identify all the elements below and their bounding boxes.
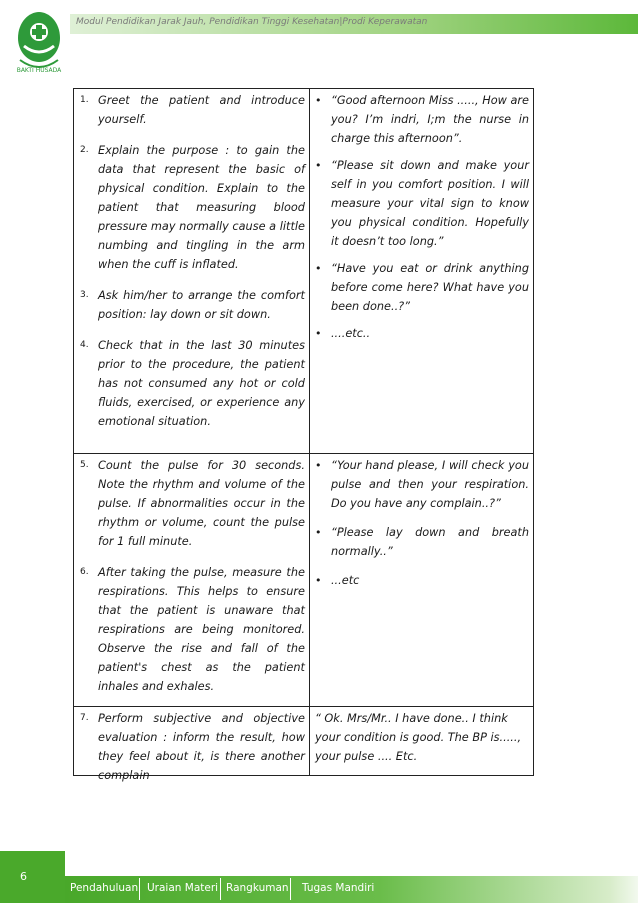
step-text: Greet the patient and introduce yourself.	[98, 94, 305, 126]
step-item	[80, 563, 305, 696]
procedure-table	[73, 88, 534, 782]
dialogue-text: ...etc	[330, 574, 360, 587]
logo-text: BAKTI HUSADA	[16, 67, 62, 74]
dialogue-text: “Good afternoon Miss ....., How are you? I’m indri, I;m the nurse in charge this afternoon”.	[330, 94, 529, 145]
nav-pendahuluan[interactable]: Pendahuluan	[70, 882, 139, 894]
dialogue-cell	[310, 707, 533, 775]
step-text: After taking the pulse, measure the respirations. This helps to ensure that the patient is unaware that respirations are being monitored. Observe the rise and fall of the patient's chest as the patient inhales and exhales.	[98, 566, 305, 693]
bullet-icon: •	[314, 262, 322, 275]
procedure-cell	[74, 89, 310, 453]
step-item	[80, 91, 305, 129]
step-number: 3.	[80, 290, 89, 300]
dialogue-bullet	[315, 324, 529, 343]
dialogue-bullet	[315, 571, 529, 590]
dialogue-text: “Please sit down and make your self in you comfort position. I will measure your vital sign to know you physical condition. Hopefully it doesn’t too long.”	[330, 159, 529, 248]
step-item	[80, 336, 305, 431]
step-text: Check that in the last 30 minutes prior to the procedure, the patient has not consumed any hot or cold fluids, exercised, or experience any emotional situation.	[98, 339, 305, 428]
dialogue-bullet	[315, 523, 529, 561]
dialogue-bullet	[315, 456, 529, 513]
nav-separator	[290, 878, 291, 900]
nav-separator	[220, 878, 221, 900]
dialogue-text: ....etc..	[330, 327, 371, 340]
dialogue-text: “Please lay down and breath normally..”	[330, 526, 529, 558]
nav-separator	[139, 878, 140, 900]
step-item	[80, 286, 305, 324]
dialogue-bullet	[315, 259, 529, 316]
bullet-icon: •	[314, 327, 322, 340]
bullet-icon: •	[314, 94, 322, 107]
dialogue-cell	[310, 89, 533, 453]
header-text: Modul Pendidikan Jarak Jauh, Pendidikan Tinggi Kesehatan|Prodi Keperawatan	[76, 17, 428, 27]
step-number: 1.	[80, 95, 89, 105]
bakti-husada-logo	[14, 8, 64, 78]
procedure-cell	[74, 707, 310, 782]
step-item	[80, 456, 305, 551]
page-number: 6	[20, 870, 27, 883]
nav-rangkuman[interactable]: Rangkuman	[226, 882, 289, 894]
bullet-icon: •	[314, 526, 322, 539]
page-number-box	[0, 851, 65, 903]
nav-uraian-materi[interactable]: Uraian Materi	[147, 882, 219, 894]
step-text: Perform subjective and objective evaluation : inform the result, how they feel about it, is there another complain	[98, 712, 305, 782]
dialogue-bullet	[315, 156, 529, 251]
bullet-icon: •	[314, 574, 322, 587]
step-text: Ask him/her to arrange the comfort position: lay down or sit down.	[98, 289, 305, 321]
step-item	[80, 709, 305, 785]
dialogue-text: “ Ok. Mrs/Mr.. I have done.. I think your condition is good. The BP is....., your pulse .... Etc.	[314, 712, 522, 763]
step-number: 7.	[80, 713, 89, 723]
step-item	[80, 141, 305, 274]
nav-tugas-mandiri[interactable]: Tugas Mandiri	[302, 882, 375, 894]
step-number: 2.	[80, 145, 89, 155]
table-row	[74, 454, 533, 707]
step-text: Count the pulse for 30 seconds. Note the rhythm and volume of the pulse. If abnormalities occur in the rhythm or volume, count the pulse for 1 full minute.	[98, 459, 305, 548]
procedure-cell	[74, 454, 310, 706]
dialogue-bullet	[315, 91, 529, 148]
dialogue-text: “Have you eat or drink anything before come here? What have you been done..?”	[330, 262, 529, 313]
step-number: 6.	[80, 567, 89, 577]
bullet-icon: •	[314, 159, 322, 172]
step-number: 4.	[80, 340, 89, 350]
bullet-icon: •	[314, 459, 322, 472]
step-text: Explain the purpose : to gain the data that represent the basic of physical condition. Explain to the patient that measuring blood pressure may normally cause a little numbing and tingling in the arm when the cuff is inflated.	[98, 144, 305, 271]
table-row	[74, 707, 533, 782]
dialogue-text: “Your hand please, I will check you pulse and then your respiration. Do you have any complain..?”	[330, 459, 529, 510]
table-row	[74, 89, 533, 454]
step-number: 5.	[80, 460, 89, 470]
dialogue-cell	[310, 454, 533, 706]
